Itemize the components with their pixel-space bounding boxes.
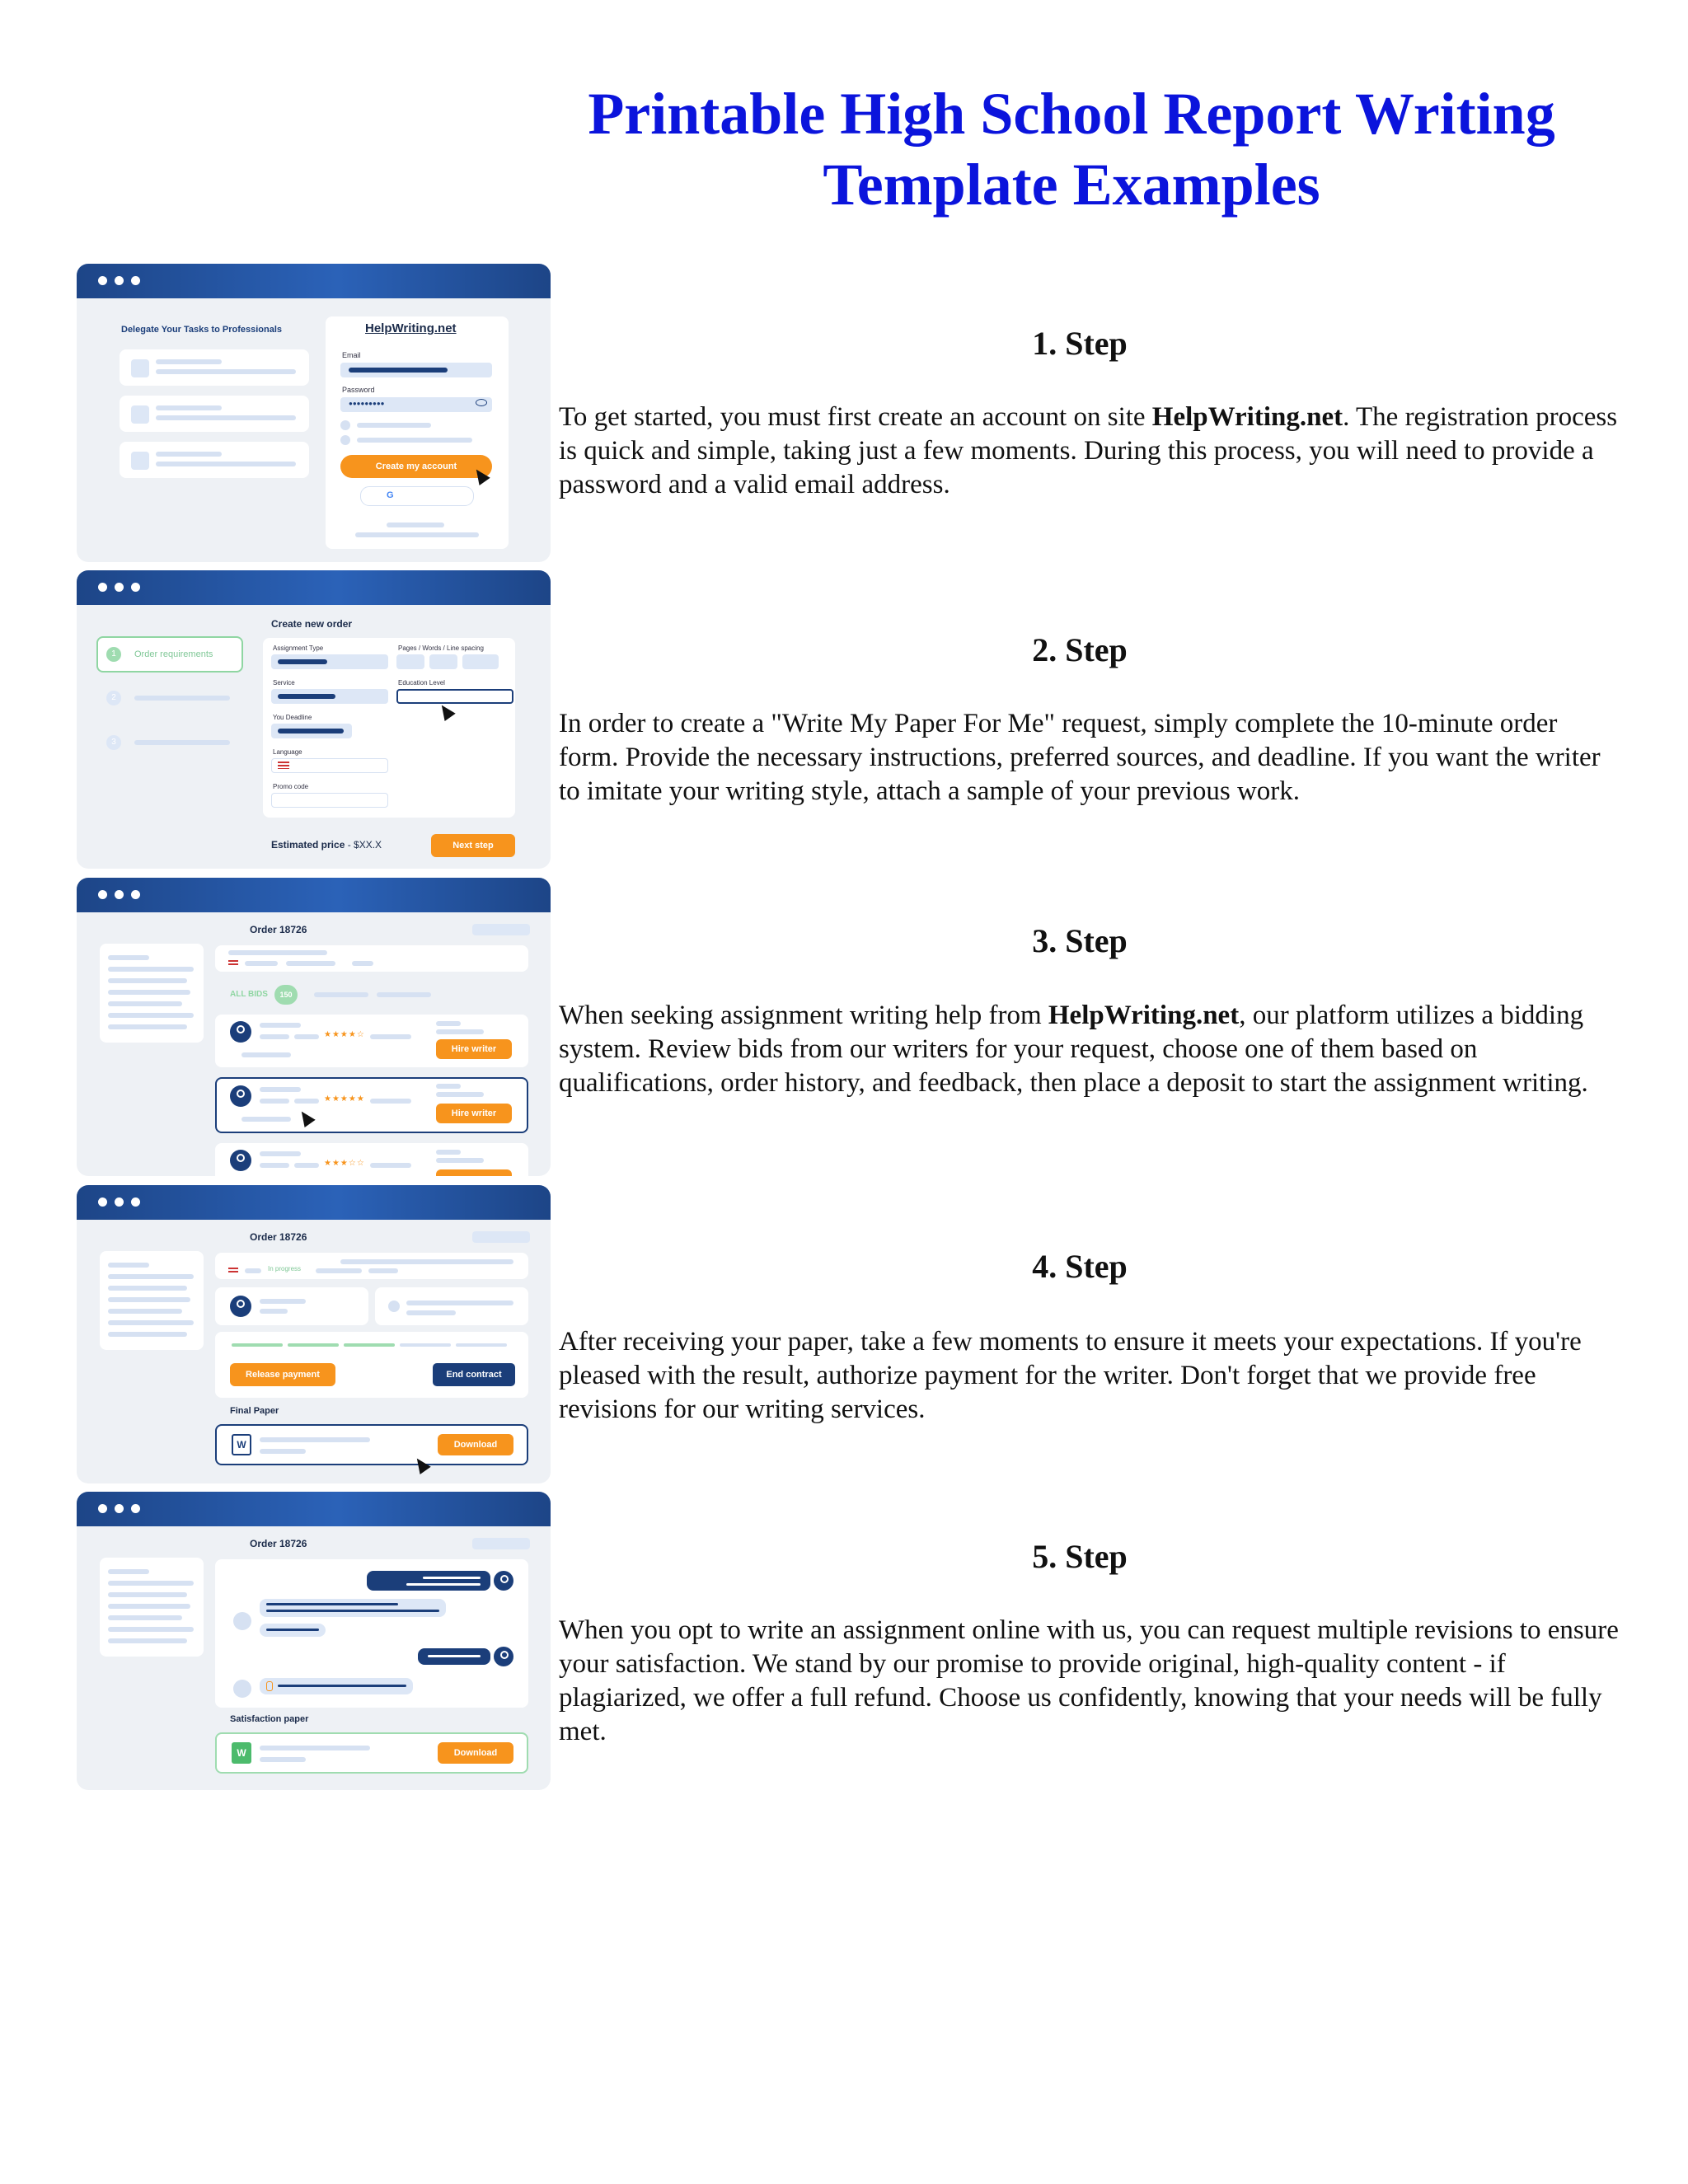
words-input[interactable] — [429, 654, 457, 669]
writer-meta — [241, 1052, 291, 1057]
feature-icon — [131, 359, 149, 377]
window-dot-icon — [131, 890, 140, 899]
feature-text-line — [156, 462, 296, 466]
deadline-value — [278, 729, 344, 733]
support-avatar — [388, 1301, 400, 1312]
writer-meta — [260, 1034, 289, 1039]
word-file-icon: W — [232, 1742, 251, 1764]
writer-name — [260, 1151, 301, 1156]
service-value — [278, 694, 335, 699]
download-button[interactable]: Download — [438, 1434, 513, 1455]
checkbox-text — [357, 438, 472, 443]
screenshot-final-paper — [77, 1185, 551, 1483]
window-dot-icon — [131, 1197, 140, 1207]
sidebar-line — [108, 967, 194, 972]
order-action[interactable] — [472, 1231, 530, 1243]
writer-meta — [294, 1099, 319, 1104]
pages-label: Pages / Words / Line spacing — [398, 644, 484, 652]
release-payment-button[interactable]: Release payment — [230, 1363, 335, 1386]
step-number: 1 — [106, 647, 121, 662]
writer-name — [260, 1023, 301, 1028]
sidebar-line — [108, 1332, 187, 1337]
user-avatar — [494, 1647, 513, 1666]
writer-meta — [370, 1099, 411, 1104]
window-dot-icon — [98, 1504, 107, 1513]
service-label: Service — [273, 679, 295, 687]
flag-icon — [228, 1268, 238, 1273]
window-titlebar — [77, 1185, 551, 1220]
order-summary — [215, 945, 528, 972]
step-1-text-part: . The registration process is quick and simple, taking just a few moments. During this process, you will need to provide a password and a valid email address. — [559, 402, 1618, 499]
message-line — [428, 1655, 481, 1657]
step-3-text-part: , our platform utilizes a bidding system. Review bids from our writers for your request, choose one of them based on qualifications, order history, and feedback, then place a deposit to start the assignment writing. — [559, 1001, 1588, 1098]
sidebar-line — [108, 1569, 149, 1574]
step-4-heading: 4. Step — [1032, 1248, 1128, 1285]
bids-filter[interactable] — [314, 992, 368, 997]
summary-line — [340, 1259, 513, 1264]
summary-line — [286, 961, 335, 966]
checkbox-row[interactable] — [340, 435, 350, 445]
window-titlebar — [77, 878, 551, 912]
step-2-heading: 2. Step — [1032, 631, 1128, 668]
message-line — [423, 1577, 481, 1579]
email-value — [349, 368, 448, 373]
deadline-label: You Deadline — [273, 714, 312, 721]
window-dot-icon — [98, 890, 107, 899]
sidebar-line — [108, 1604, 190, 1609]
sidebar-line — [108, 1263, 149, 1268]
step-3-heading: 3. Step — [1032, 922, 1128, 959]
order-summary — [215, 1253, 528, 1279]
feature-icon — [131, 452, 149, 470]
order-title: Order 18726 — [250, 1231, 307, 1243]
hire-writer-button[interactable]: Hire writer — [436, 1039, 512, 1059]
window-dot-icon — [115, 276, 124, 285]
feature-text-line — [156, 359, 222, 364]
step-label — [134, 696, 230, 701]
password-label: Password — [342, 386, 375, 394]
window-dot-icon — [131, 1504, 140, 1513]
sidebar-line — [108, 1592, 187, 1597]
sidebar-line — [108, 978, 187, 983]
window-dot-icon — [115, 1504, 124, 1513]
message-line — [406, 1583, 481, 1586]
estimated-price-value: - $XX.X — [345, 839, 382, 851]
page-title: Printable High School Report Writing Template Examples — [588, 81, 1555, 218]
message-line — [266, 1603, 398, 1605]
promo-input[interactable] — [271, 793, 388, 808]
chat-message-incoming — [260, 1599, 446, 1617]
bid-price — [436, 1021, 461, 1026]
delegate-heading: Delegate Your Tasks to Professionals — [121, 325, 283, 335]
screenshot-revisions — [77, 1492, 551, 1790]
feature-text-line — [156, 415, 296, 420]
sidebar-line — [108, 955, 149, 960]
feature-icon — [131, 405, 149, 424]
writer-avatar — [230, 1085, 251, 1107]
feature-text-line — [156, 369, 296, 374]
assignment-type-value — [278, 659, 327, 664]
screenshot-create-order — [77, 570, 551, 869]
writer-meta — [260, 1309, 288, 1314]
summary-line — [368, 1268, 398, 1273]
chat-message-outgoing — [367, 1571, 490, 1591]
all-bids-label: ALL BIDS — [230, 990, 268, 999]
google-signin-button[interactable] — [360, 486, 474, 506]
rating-stars: ★★★☆☆ — [324, 1159, 365, 1168]
window-dot-icon — [131, 583, 140, 592]
writer-avatar — [230, 1296, 251, 1317]
step-number: 3 — [106, 735, 121, 750]
order-action[interactable] — [472, 924, 530, 935]
sidebar-line — [108, 1638, 187, 1643]
status-badge: In progress — [268, 1265, 302, 1272]
sidebar-line — [108, 1024, 187, 1029]
sidebar-line — [108, 1001, 182, 1006]
pages-input[interactable] — [396, 654, 424, 669]
flag-icon — [278, 762, 289, 769]
summary-line — [352, 961, 373, 966]
bid-price — [436, 1084, 461, 1089]
sidebar-line — [108, 1297, 190, 1302]
feature-text-line — [156, 452, 222, 457]
sidebar-line — [108, 990, 190, 995]
site-name: HelpWriting.net — [1048, 1001, 1240, 1030]
step-3-text — [559, 999, 1622, 1100]
progress-segment — [288, 1343, 339, 1347]
window-dot-icon — [115, 583, 124, 592]
support-line — [406, 1301, 513, 1305]
language-label: Language — [273, 748, 302, 756]
rating-stars: ★★★★☆ — [324, 1030, 365, 1039]
summary-line — [245, 1268, 261, 1273]
step-1-text-part: To get started, you must first create an account on site — [559, 402, 1152, 432]
satisfaction-paper-label: Satisfaction paper — [230, 1714, 309, 1724]
sidebar-line — [108, 1615, 182, 1620]
progress-segment — [232, 1343, 283, 1347]
sidebar-line — [108, 1013, 194, 1018]
summary-line — [316, 1268, 362, 1273]
sidebar-line — [108, 1627, 194, 1632]
writer-name — [260, 1299, 306, 1304]
bid-price — [436, 1150, 461, 1155]
support-line — [406, 1310, 456, 1315]
promo-label: Promo code — [273, 783, 309, 790]
step-5-heading: 5. Step — [1032, 1538, 1128, 1575]
writer-avatar — [230, 1150, 251, 1171]
window-dot-icon — [115, 890, 124, 899]
step-label — [134, 740, 230, 745]
writer-meta — [294, 1034, 319, 1039]
writer-meta — [260, 1163, 289, 1168]
progress-segment — [456, 1343, 507, 1347]
assignment-type-label: Assignment Type — [273, 644, 324, 652]
progress-segment — [344, 1343, 395, 1347]
writer-name — [260, 1087, 301, 1092]
writer-avatar — [233, 1612, 251, 1630]
word-file-icon: W — [232, 1434, 251, 1455]
end-contract-button[interactable]: End contract — [433, 1363, 515, 1386]
checkbox-row[interactable] — [340, 420, 350, 430]
message-line — [266, 1610, 439, 1612]
download-button[interactable]: Download — [438, 1742, 513, 1764]
hire-writer-button[interactable]: Hire writer — [436, 1104, 512, 1123]
brand-logo: HelpWriting.net — [365, 321, 457, 335]
writer-meta — [370, 1034, 411, 1039]
window-titlebar — [77, 570, 551, 605]
next-step-button[interactable]: Next step — [431, 834, 515, 857]
writer-meta — [260, 1099, 289, 1104]
step-4-text: After receiving your paper, take a few moments to ensure it meets your expectations. If you're pleased with the result, authorize payment for the writer. Don't forget that we provide free revisions for our writing services. — [559, 1327, 1582, 1424]
feature-text-line — [156, 405, 222, 410]
file-name — [260, 1437, 370, 1442]
window-titlebar — [77, 264, 551, 298]
create-account-button[interactable]: Create my account — [340, 455, 492, 478]
writer-meta — [241, 1117, 291, 1122]
user-avatar — [494, 1571, 513, 1591]
sidebar-line — [108, 1309, 182, 1314]
message-line — [266, 1629, 319, 1631]
file-meta — [260, 1757, 306, 1762]
bid-price — [436, 1092, 484, 1097]
progress-segment — [400, 1343, 451, 1347]
window-dot-icon — [98, 1197, 107, 1207]
step-2-text: In order to create a "Write My Paper For Me" request, simply complete the 10-minute order form. Provide the necessary instructions, preferred sources, and deadline. If you want the writer to imitate your writing style, attach a sample of your previous work. — [559, 709, 1601, 806]
file-meta — [260, 1449, 306, 1454]
writer-avatar — [233, 1680, 251, 1698]
bid-price — [436, 1029, 484, 1034]
sidebar-line — [108, 1320, 194, 1325]
estimated-price-label: Estimated price — [271, 839, 345, 851]
create-order-heading: Create new order — [271, 618, 353, 630]
step-1-heading: 1. Step — [1032, 325, 1128, 362]
file-name — [260, 1746, 370, 1750]
window-dot-icon — [98, 276, 107, 285]
window-titlebar — [77, 1492, 551, 1526]
footer-text-line — [387, 523, 444, 527]
spacing-input[interactable] — [462, 654, 499, 669]
order-title: Order 18726 — [250, 924, 307, 935]
site-name: HelpWriting.net — [1151, 402, 1343, 432]
writer-meta — [294, 1163, 319, 1168]
final-paper-label: Final Paper — [230, 1406, 279, 1416]
message-line — [278, 1685, 406, 1687]
rating-stars: ★★★★★ — [324, 1094, 365, 1104]
step-1-text — [559, 401, 1622, 502]
order-action[interactable] — [472, 1538, 530, 1549]
flag-icon — [228, 960, 238, 966]
writer-meta — [370, 1163, 411, 1168]
estimated-price — [271, 839, 382, 851]
screenshot-bids — [77, 878, 551, 1176]
screenshot-create-account — [77, 264, 551, 562]
step-5-text: When you opt to write an assignment online with us, you can request multiple revisions to ensure your satisfaction. We stand by our promise to provide original, high-quality content - if plagiarized, we offer a full refund. Choose us confidently, knowing that your needs will be fully met. — [559, 1615, 1619, 1746]
education-select[interactable] — [396, 689, 513, 704]
window-dot-icon — [131, 276, 140, 285]
email-label: Email — [342, 351, 361, 359]
password-mask: ●●●●●●●●● — [349, 400, 385, 407]
bids-count-badge: 150 — [274, 985, 298, 1005]
window-dot-icon — [98, 583, 107, 592]
footer-text-line — [355, 532, 479, 537]
summary-line — [228, 950, 327, 955]
eye-icon[interactable] — [476, 399, 487, 406]
order-title: Order 18726 — [250, 1538, 307, 1549]
checkbox-text — [357, 423, 431, 428]
step-3-text-part: When seeking assignment writing help from — [559, 1001, 1048, 1030]
sidebar-line — [108, 1581, 194, 1586]
window-dot-icon — [115, 1197, 124, 1207]
sidebar-line — [108, 1274, 194, 1279]
google-icon: G — [387, 490, 394, 500]
bids-filter[interactable] — [377, 992, 431, 997]
step-label: Order requirements — [134, 649, 213, 659]
attachment-icon — [266, 1681, 273, 1691]
writer-avatar — [230, 1021, 251, 1043]
summary-line — [245, 961, 278, 966]
education-label: Education Level — [398, 679, 445, 687]
bid-price — [436, 1158, 484, 1163]
hire-writer-button[interactable] — [436, 1169, 512, 1176]
step-number: 2 — [106, 691, 121, 705]
sidebar-line — [108, 1286, 187, 1291]
